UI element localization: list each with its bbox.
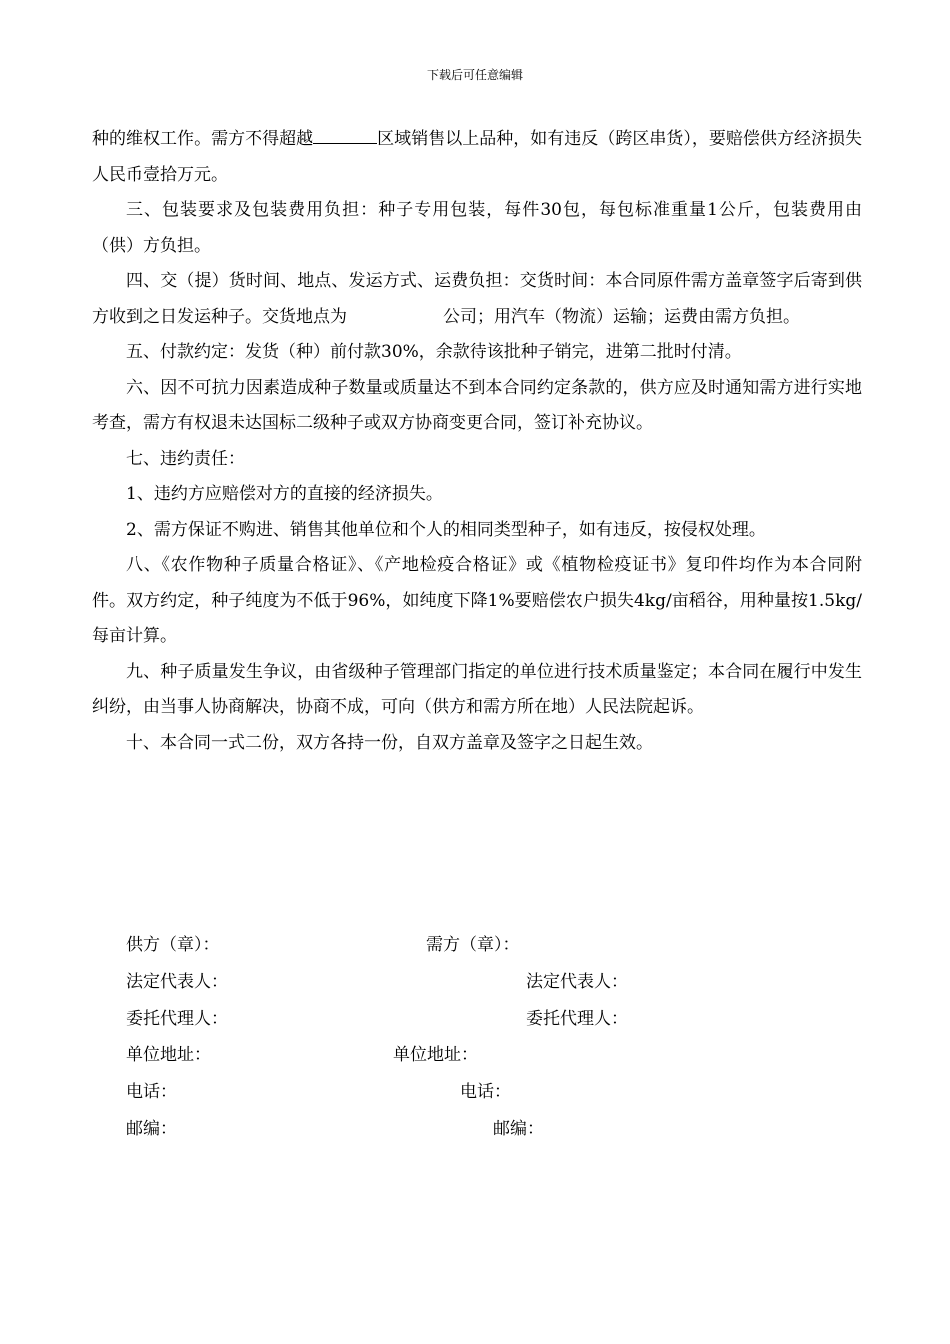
supplier-seal-label: 供方（章）：: [126, 935, 220, 955]
clause-delivery-text-a: 四、交（提）货时间、地点、发运方式、运费负担：交货时间：本合同原件需方盖章签字后寄到供方收到之日发运种子。交货地点为: [92, 271, 862, 327]
contract-body: [92, 122, 862, 761]
buyer-address-label: 单位地址：: [393, 1045, 478, 1065]
paragraph-continuation: [92, 122, 862, 193]
clause-breach-title: 七、违约责任：: [126, 448, 245, 469]
clause-breach-item-1: 1、违约方应赔偿对方的直接的经济损失。: [126, 484, 443, 504]
clause-force-majeure: 六、因不可抗力因素造成种子数量或质量达不到本合同约定条款的，供方应及时通知需方进行实地考查，需方有权退未达国标二级种子或双方协商变更合同，签订补充协议。: [92, 377, 862, 433]
supplier-phone-label: 电话：: [126, 1082, 177, 1102]
clause-effect: 十、本合同一式二份，双方各持一份，自双方盖章及签字之日起生效。: [126, 732, 653, 753]
buyer-agent-label: 委托代理人：: [526, 1009, 628, 1029]
clause-breach-item-2: 2、需方保证不购进、销售其他单位和个人的相同类型种子，如有违反，按侵权处理。: [126, 519, 766, 540]
clause-disputes: 九、种子质量发生争议，由省级种子管理部门指定的单位进行技术质量鉴定；本合同在履行中发生纠纷，由当事人协商解决，协商不成，可向（供方和需方所在地）人民法院起诉。: [92, 661, 862, 717]
clause-delivery: [92, 264, 862, 335]
supplier-legal-rep-label: 法定代表人：: [126, 972, 228, 992]
supplier-address-label: 单位地址：: [126, 1045, 211, 1065]
supplier-postcode-label: 邮编：: [126, 1119, 177, 1139]
clause-payment: 五、付款约定：发货（种）前付款30%，余款待该批种子销完，进第二批时付清。: [126, 342, 742, 362]
page-header: 下载后可任意编辑: [426, 68, 523, 82]
clause-delivery-text-b: 公司；用汽车（物流）运输；运费由需方负担。: [443, 306, 800, 327]
clause-attachments: 八、《农作物种子质量合格证》、《产地检疫合格证》或《植物检疫证书》复印件均作为本合同附件。双方约定，种子纯度为不低于96%，如纯度下降1%要赔偿农户损失4kg/亩稻谷，用种量按1.5kg/每亩计算。: [92, 555, 862, 646]
region-blank: [313, 125, 377, 144]
supplier-agent-label: 委托代理人：: [126, 1009, 228, 1029]
clause-packaging: 三、包装要求及包装费用负担：种子专用包装，每件30包，每包标准重量1公斤，包装费用由（供）方负担。: [92, 200, 862, 256]
paragraph-continuation-text-a: 种的维权工作。需方不得超越: [92, 129, 314, 149]
buyer-legal-rep-label: 法定代表人：: [526, 972, 628, 992]
buyer-postcode-label: 邮编：: [493, 1119, 544, 1139]
buyer-phone-label: 电话：: [460, 1082, 511, 1102]
paragraph-continuation-text-b: 区域销售以上品种，如有违反（跨区串货），要赔偿供方经济损失人民币壹拾万元。: [92, 129, 863, 185]
buyer-seal-label: 需方（章）：: [426, 935, 520, 955]
